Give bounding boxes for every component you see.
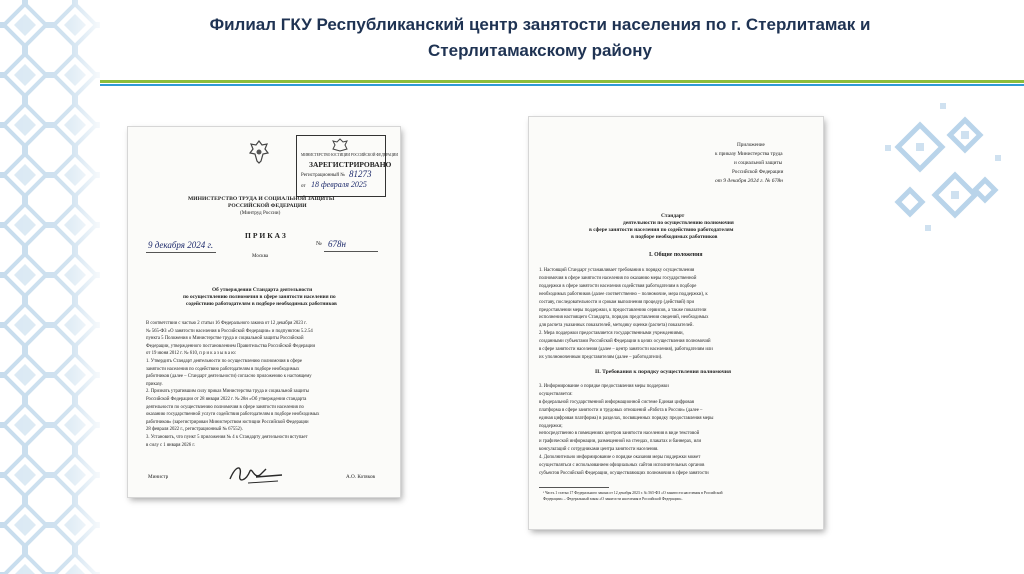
- header-divider-green: [100, 80, 1024, 83]
- section-2-body-line: осуществляться с использованием официальных сайтов исполнительных органов: [539, 463, 705, 468]
- section-2-body-line: платформа в сфере занятости и трудовых отношений «Работа в России» (далее –: [539, 407, 703, 413]
- registration-stamp: [296, 135, 398, 197]
- title-line-2: Стерлитамакскому району: [428, 41, 652, 60]
- section-2-body-line: поддержки;: [539, 423, 563, 429]
- order-body-line: в силу с 1 января 2026 г.: [146, 442, 195, 448]
- standard-title-2: деятельности по осуществлению полномочия: [623, 220, 734, 226]
- ministry-line-1: МИНИСТЕРСТВО ТРУДА И СОЦИАЛЬНОЙ ЗАЩИТЫ: [188, 196, 335, 202]
- section-1-body-line: составу, последовательности и срокам выполнения процедур (действий) при: [539, 299, 695, 305]
- stamp-date-label: от: [301, 184, 306, 189]
- ministry-line-3: (Минтруд России): [240, 210, 281, 216]
- appendix-line-5: от 9 декабря 2024 г. № 678н: [715, 178, 783, 184]
- section-1-body-line: для расчета указанных показателей, методику оценки (расчета) показателей.: [539, 323, 694, 329]
- order-document-scan: [128, 127, 400, 497]
- coat-of-arms-icon: [248, 139, 270, 165]
- stamp-title: ЗАРЕГИСТРИРОВАНО: [309, 160, 392, 169]
- order-body-line: В соответствии с частью 2 статьи 16 Федерального закона от 12 декабря 2023 г.: [146, 321, 307, 326]
- order-body-line: Российской Федерации от 28 января 2022 г. № 28н «Об утверждении стандарта: [146, 397, 307, 402]
- subject-line-2: по осуществлению полномочия в сфере занятости населения по: [183, 294, 336, 300]
- order-body-line: работников (далее – Стандарт деятельности) согласно приложению к настоящему: [146, 374, 312, 380]
- right-ornament: [880, 95, 1010, 245]
- section-1-body-line: в сфере занятости населения (далее – центр занятости населения), работодателям или: [539, 347, 713, 352]
- header-divider-blue: [100, 84, 1024, 86]
- subject-line-3: содействию работодателям в подборе необходимых работников: [186, 301, 337, 307]
- appendix-line-1: Приложение: [737, 142, 765, 148]
- title-line-1: Филиал ГКУ Республиканский центр занятости населения по г. Стерлитамак и: [209, 15, 871, 34]
- ministry-line-2: РОССИЙСКОЙ ФЕДЕРАЦИИ: [228, 203, 307, 209]
- signature-icon: [226, 461, 286, 487]
- section-2-body-line: единая цифровая платформа) в разделах, посвященных порядку предоставления меры: [539, 415, 714, 421]
- order-body-line: пункта 5 Положения о Министерстве труда и социальной защиты Российской: [146, 336, 304, 342]
- stamp-reg-number: 81273: [349, 169, 372, 179]
- ornament-pattern: [0, 0, 100, 574]
- section-1-body-line: предоставлении меры поддержки, к предоставлению сервисов, а также показатели: [539, 307, 707, 313]
- standard-title-4: в подборе необходимых работников: [631, 234, 718, 240]
- order-title: ПРИКАЗ: [245, 231, 288, 240]
- order-body-line: 3. Установить, что пункт 5 приложения № 4 к Стандарту деятельности вступает: [146, 435, 308, 440]
- section-1-body-line: исполнения настоящего Стандарта, порядок представления сведений, необходимых: [539, 315, 709, 321]
- standard-title-1: Стандарт: [661, 213, 685, 219]
- appendix-line-2: к приказу Министерства труда: [715, 151, 783, 157]
- order-date: 9 декабря 2024 г.: [148, 240, 214, 250]
- stamp-ministry: МИНИСТЕРСТВО ЮСТИЦИИ РОССИЙСКОЙ ФЕДЕРАЦИИ: [301, 153, 398, 157]
- number-underline: [324, 251, 378, 252]
- appendix-line-3: и социальной защиты: [734, 160, 783, 166]
- order-body-line: № 565-ФЗ «О занятости населения в Российской Федерации» и подпунктом 5.2.54: [146, 328, 313, 334]
- appendix-line-4: Российской Федерации: [732, 169, 784, 175]
- stamp-reg-label: Регистрационный №: [301, 173, 346, 178]
- section-1-heading: I. Общие положения: [649, 252, 703, 258]
- section-1-body-line: необходимых работников (далее соответственно – полномочие, мера поддержки), к: [539, 291, 708, 297]
- section-2-body-line: непосредственно в помещениях центров занятости населения в виде текстовой: [539, 431, 700, 437]
- section-2-body-line: в федеральной государственной информационной системе Единая цифровая: [539, 399, 694, 405]
- section-1-body-line: полномочия в сфере занятости населения по оказанию меры государственной: [539, 275, 697, 281]
- order-body-line: Федерации, утвержденного постановлением Правительства Российской Федерации: [146, 343, 316, 349]
- standard-document-scan: [529, 117, 823, 529]
- footnote-divider: [539, 487, 609, 488]
- stamp-emblem-icon: [331, 138, 349, 152]
- section-2-body-line: и графической информации, размещенной на стендах, плакатах и баннерах, или: [539, 439, 702, 445]
- signer-name: А.О. Котяков: [346, 474, 375, 480]
- section-1-body-line: созданными субъектами Российской Федерации в целях осуществления полномочий: [539, 339, 711, 345]
- section-2-body-line: 3. Информирование о порядке предоставления меры поддержки: [539, 384, 669, 389]
- footnote-line-2: Федерации» – Федеральный закон «О занятости населения в Российской Федерации».: [543, 497, 683, 501]
- order-body-line: деятельности по осуществлению полномочия в сфере занятости населения по: [146, 404, 304, 410]
- order-body-line: приказу.: [146, 381, 163, 387]
- section-2-body-line: 4. Дополнительно информирование о порядке оказания меры поддержки может: [539, 455, 701, 461]
- footnote-line-1: ¹ Часть 1 статьи 17 Федерального закона от 12 декабря 2023 г. № 565-ФЗ «О занятости населения в Российской: [543, 491, 723, 495]
- stamp-date: 18 февраля 2025: [311, 180, 367, 189]
- section-1-body-line: их уполномоченным представителям (далее – работодатели).: [539, 354, 663, 360]
- section-1-body-line: 1. Настоящий Стандарт устанавливает требования к порядку осуществления: [539, 268, 695, 273]
- standard-title-3: в сфере занятости населения по содействию работодателям: [589, 227, 734, 233]
- order-body-line: 1. Утвердить Стандарт деятельности по осуществлению полномочия в сфере: [146, 359, 303, 364]
- order-body-line: занятости населения по содействию работодателям в подборе необходимых: [146, 366, 300, 372]
- order-city: Москва: [252, 254, 269, 259]
- section-2-body-line: консультаций с сотрудниками центра занятости населения.: [539, 447, 659, 453]
- order-number-label: №: [316, 241, 322, 247]
- order-body-line: от 19 июня 2012 г. № 610, п р и к а з ы в а ю:: [146, 351, 237, 357]
- order-number: 678н: [328, 239, 346, 249]
- section-1-body-line: поддержки в сфере занятости населения содействия работодателям в подборе: [539, 283, 697, 289]
- section-1-body-line: 2. Мера поддержки предоставляется государственными учреждениями,: [539, 331, 684, 337]
- order-body-line: работников» (зарегистрирован Министерством юстиции Российской Федерации: [146, 419, 309, 425]
- section-2-heading: II. Требования к порядку осуществления полномочия: [595, 369, 732, 375]
- order-body-line: 28 февраля 2022 г., регистрационный № 67552).: [146, 427, 243, 433]
- order-body-line: оказанию государственной услуги содействия работодателям в подборе необходимых: [146, 412, 320, 418]
- ornament-snowflake-icon: [880, 95, 1010, 245]
- section-2-body-line: осуществляется:: [539, 391, 573, 397]
- section-2-body-line: субъектов Российской Федерации, осуществляющих полномочия в сфере занятости: [539, 470, 709, 476]
- subject-line-1: Об утверждении Стандарта деятельности: [212, 287, 313, 293]
- page-title: [110, 12, 970, 64]
- order-body-line: 2. Признать утратившим силу приказ Министерства труда и социальной защиты: [146, 389, 309, 395]
- signer-title: Министр: [148, 474, 169, 480]
- left-ornament: [0, 0, 100, 574]
- date-underline: [146, 252, 216, 253]
